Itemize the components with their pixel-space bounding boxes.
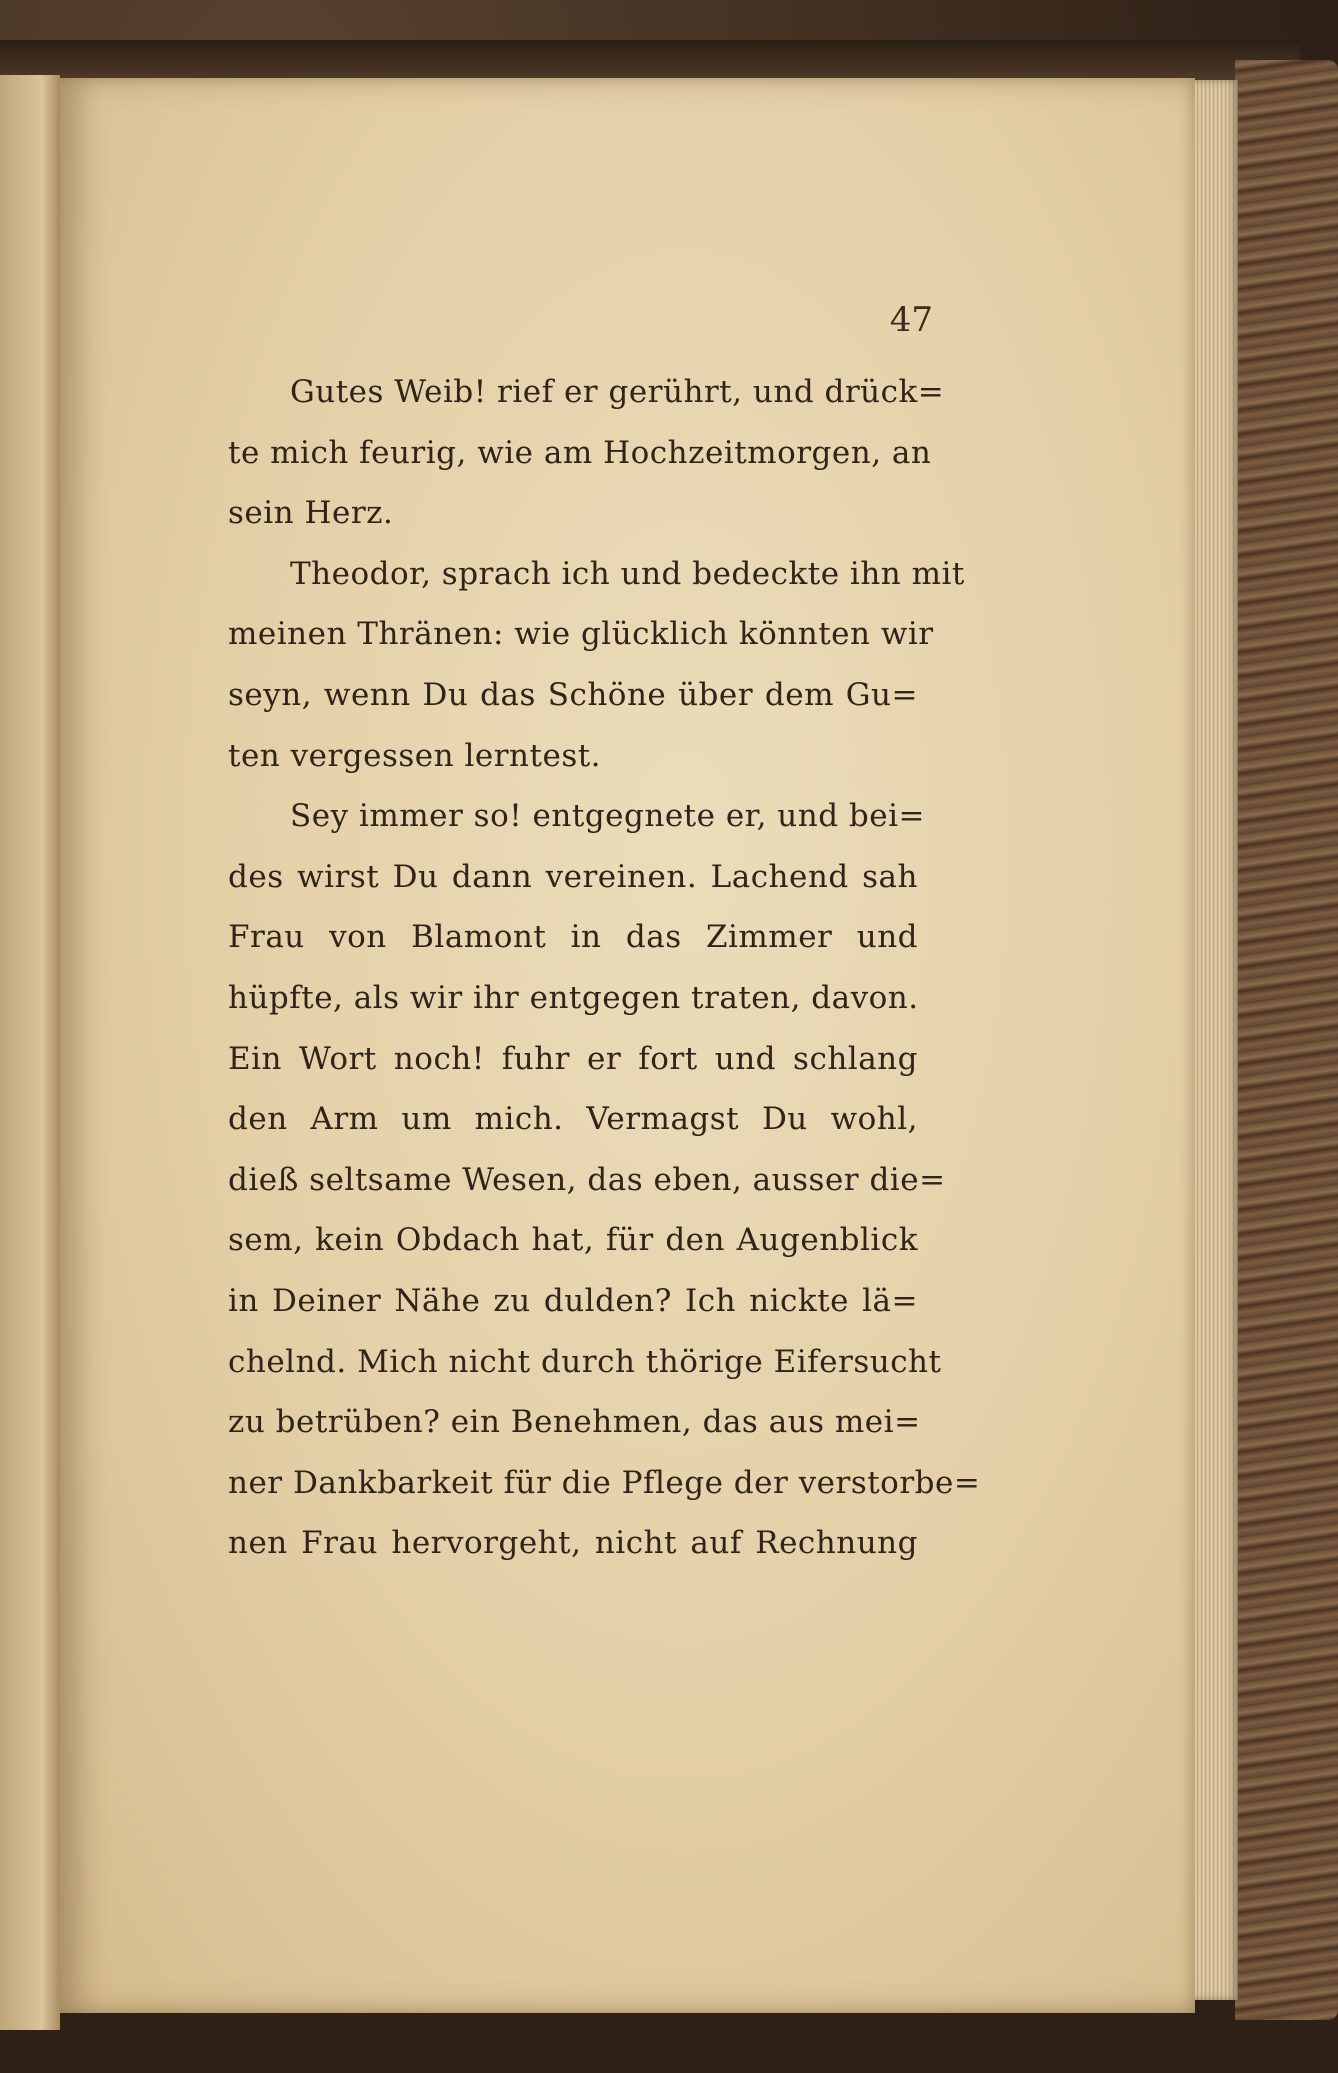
text-line: meinen Thränen: wie glücklich könnten wir xyxy=(228,616,934,653)
text-line: seyn, wenn Du das Schöne über dem Gu= xyxy=(228,676,918,713)
text-line: chelnd. Mich nicht durch thörige Eifersucht xyxy=(228,1343,942,1380)
text-line: sem, kein Obdach hat, für den Augenblick xyxy=(228,1222,918,1259)
text-line: des wirst Du dann vereinen. Lachend sah xyxy=(228,858,918,895)
text-line: Gutes Weib! rief er gerührt, und drück= xyxy=(290,374,945,410)
text-line: Ein Wort noch! fuhr er fort und schlang xyxy=(228,1040,918,1077)
text-line: den Arm um mich. Vermagst Du wohl, xyxy=(228,1101,918,1138)
text-line: Sey immer so! entgegnete er, und bei= xyxy=(290,798,926,835)
book-cover-right xyxy=(1235,60,1338,2020)
text-line: Theodor, sprach ich und bedeckte ihn mit xyxy=(290,555,965,592)
left-page-edge xyxy=(0,75,60,2030)
text-line: nen Frau hervorgeht, nicht auf Rechnung xyxy=(228,1525,918,1562)
book-cover-top xyxy=(0,40,1300,80)
text-line: ten vergessen lerntest. xyxy=(228,737,602,774)
text-line: in Deiner Nähe zu dulden? Ich nickte lä= xyxy=(228,1282,918,1319)
text-line: dieß seltsame Wesen, das eben, ausser die= xyxy=(228,1161,946,1198)
text-line: zu betrüben? ein Benehmen, das aus mei= xyxy=(228,1404,921,1441)
page-number: 47 xyxy=(889,300,933,340)
page-edges xyxy=(1190,80,1238,2000)
text-line: hüpfte, als wir ihr entgegen traten, davon. xyxy=(228,979,919,1016)
text-line: te mich feurig, wie am Hochzeitmorgen, an xyxy=(228,434,932,471)
body-text xyxy=(228,362,981,1574)
text-line: sein Herz. xyxy=(228,495,394,532)
text-line: ner Dankbarkeit für die Pflege der verstorbe= xyxy=(228,1464,981,1501)
text-line: Frau von Blamont in das Zimmer und xyxy=(228,919,918,956)
